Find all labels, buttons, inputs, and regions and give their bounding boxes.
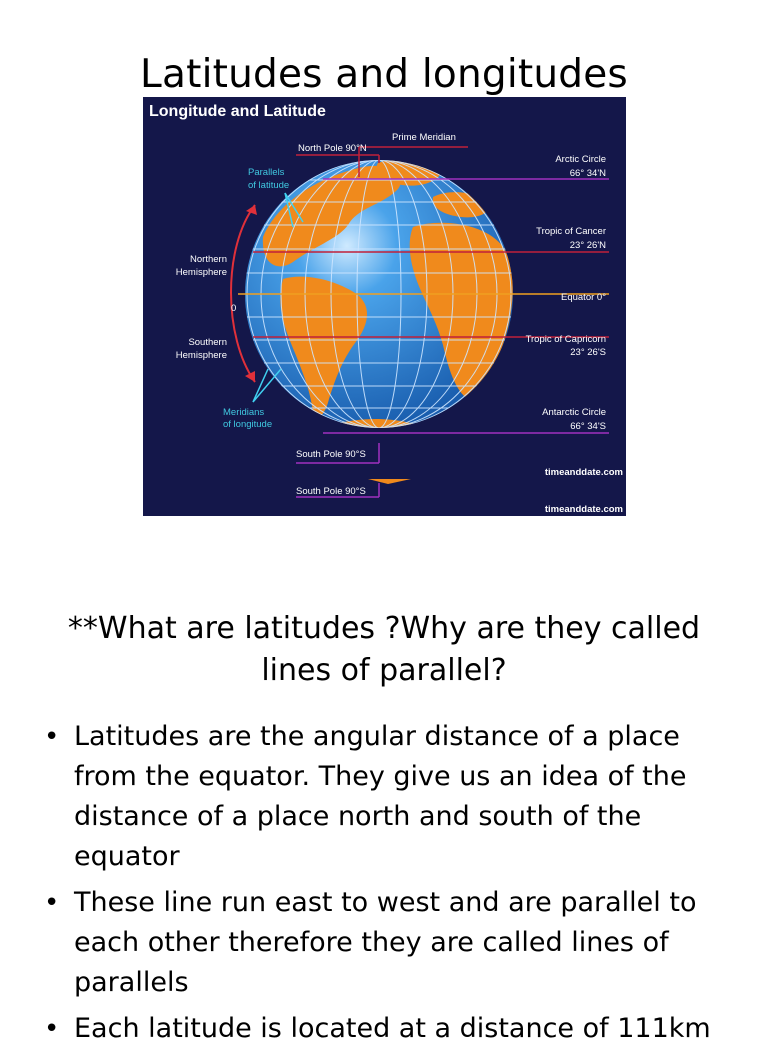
question-heading: **What are latitudes ?Why are they called lines of parallel? [67, 611, 701, 688]
credit-label: timeanddate.com [544, 467, 623, 478]
prime-meridian-label: Prime Meridian [392, 132, 456, 143]
bullet-item [44, 1009, 724, 1049]
figure-heading: Longitude and Latitude [149, 103, 326, 120]
tropic-of-capricorn-label: Tropic of Capricorn [525, 334, 606, 345]
meridians-label-2: of longitude [223, 419, 273, 430]
parallels-label: Parallels [248, 167, 285, 178]
credit-label-2: timeanddate.com [544, 504, 623, 515]
tropic-of-cancer-label: Tropic of Cancer [536, 226, 606, 237]
bullet-marker: • [44, 722, 60, 752]
bullet-marker: • [44, 1014, 60, 1044]
meridians-label: Meridians [223, 407, 265, 418]
globe-figure [143, 97, 626, 516]
meridians-pointer [253, 369, 281, 402]
south-pole-label: South Pole 90°S [296, 449, 366, 460]
southern-hemisphere-label: Southern [188, 337, 227, 348]
globe-reflection [368, 479, 411, 484]
antarctic-circle-value: 66° 34'S [570, 421, 606, 432]
globe-diagram [143, 97, 626, 516]
bullet-text: These line run east to west and are parallel to each other therefore they are called lines of parallels [74, 887, 697, 998]
north-pole-label: North Pole 90°N [298, 143, 367, 154]
arctic-circle-label: Arctic Circle [555, 154, 606, 165]
antarctic-circle-label: Antarctic Circle [542, 407, 606, 418]
zero-label: 0 [231, 303, 237, 314]
bullet-item [44, 883, 724, 1003]
bullet-marker: • [44, 888, 60, 918]
tropic-of-capricorn-value: 23° 26'S [570, 347, 606, 358]
equator-label: Equator 0° [561, 292, 606, 303]
tropic-of-cancer-value: 23° 26'N [569, 240, 606, 251]
arctic-circle-value: 66° 34'N [569, 168, 606, 179]
bullet-text: Latitudes are the angular distance of a place from the equator. They give us an idea of the distance of a place north and south of the equator [74, 721, 687, 872]
southern-hemisphere-label-2: Hemisphere [175, 350, 227, 361]
bullet-list [44, 717, 724, 1055]
bullet-text: Each latitude is located at a distance of 111km [74, 1013, 711, 1044]
parallels-label-2: of latitude [248, 180, 290, 191]
page-title: Latitudes and longitudes [140, 52, 628, 97]
south-pole-label-2: South Pole 90°S [296, 486, 366, 497]
northern-hemisphere-label: Northern [190, 254, 227, 265]
northern-hemisphere-label-2: Hemisphere [175, 267, 227, 278]
bullet-item [44, 717, 724, 877]
